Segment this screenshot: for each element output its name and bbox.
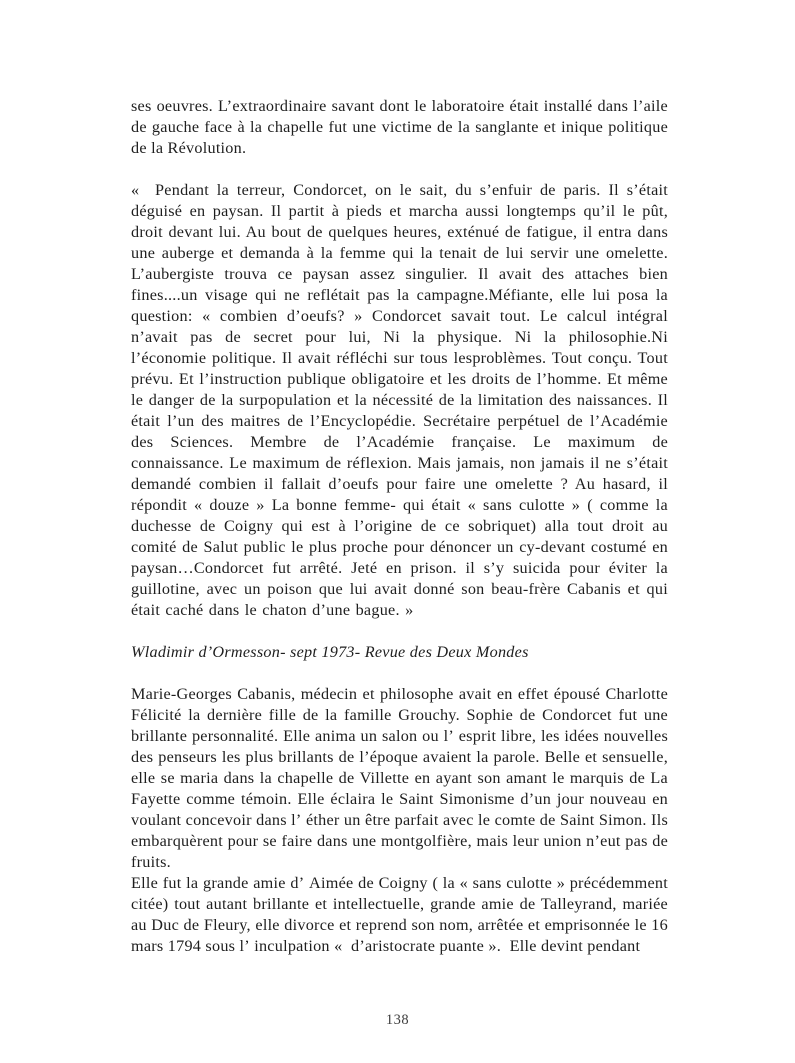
paragraph-cabanis: Marie-Georges Cabanis, médecin et philosophe avait en effet épousé Charlotte Félicité la dernière fille de la famille Grouchy. Sophie de Condorcet fut une brillante personnalité. Elle anima un salon ou l’ esprit libre, les idées nouvelles des penseurs les plus brillants de l’époque avaient la parole. Belle et sensuelle, elle se maria dans la chapelle de Villette en ayant son amant le marquis de La Fayette comme témoin. Elle éclaira le Saint Simonisme d’un jour nouveau en voulant concevoir dans l’ éther un être parfait avec le comte de Saint Simon. Ils embarquèrent pour se faire dans une montgolfière, mais leur union n’eut pas de fruits. [131, 685, 668, 871]
paragraph-intro: ses oeuvres. L’extraordinaire savant dont le laboratoire était installé dans l’aile de gauche face à la chapelle fut une victime de la sanglante et inique politique de la Révolution. [131, 97, 668, 157]
quote-attribution: Wladimir d’Ormesson- sept 1973- Revue des Deux Mondes [131, 643, 529, 661]
paragraph-quote-ormesson: « Pendant la terreur, Condorcet, on le sait, du s’enfuir de paris. Il s’était déguisé en paysan. Il partit à pieds et marcha aussi longtemps qu’il le pût, droit devant lui. Au bout de quelques heures, exténué de fatigue, il entra dans une auberge et demanda à la femme qui la tenait de lui servir une omelette. L’aubergiste trouva ce paysan assez singulier. Il avait des attaches bien fines....un visage qui ne reflétait pas la campagne.Méfiante, elle lui posa la question: « combien d’oeufs? » Condorcet savait tout. Le calcul intégral n’avait pas de secret pour lui, Ni la physique. Ni la philosophie.Ni l’économie politique. Il avait réfléchi sur tous lesproblèmes. Tout conçu. Tout prévu. Et l’instruction publique obligatoire et les droits de l’homme. Et même le danger de la surpopulation et la nécessité de la limitation des naissances. Il était l’un des maitres de l’Encyclopédie. Secrétaire perpétuel de l’Académie des Sciences. Membre de l’Académie française. Le maximum de connaissance. Le maximum de réflexion. Mais jamais, non jamais il ne s’était demandé combien il fallait d’oeufs pour faire une omelette ? Au hasard, il répondit « douze » La bonne femme- qui était « sans culotte » ( comme la duchesse de Coigny qui est à l’origine de ce sobriquet) alla tout droit au comité de Salut public le plus proche pour dénoncer un cy-devant costumé en paysan…Condorcet fut arrêté. Jeté en prison. il s’y suicida pour éviter la guillotine, avec un poison que lui avait donné son beau-frère Cabanis et qui était caché dans le chaton d’une bague. » [131, 181, 668, 619]
paragraph-coigny: Elle fut la grande amie d’ Aimée de Coigny ( la « sans culotte » précédemment citée) tout autant brillante et intellectuelle, grande amie de Talleyrand, mariée au Duc de Fleury, elle divorce et reprend son nom, arrêtée et emprisonnée le 16 mars 1794 sous l’ inculpation « d’aristocrate puante ». Elle devint pendant [131, 874, 668, 955]
page-number: 138 [385, 1012, 410, 1028]
